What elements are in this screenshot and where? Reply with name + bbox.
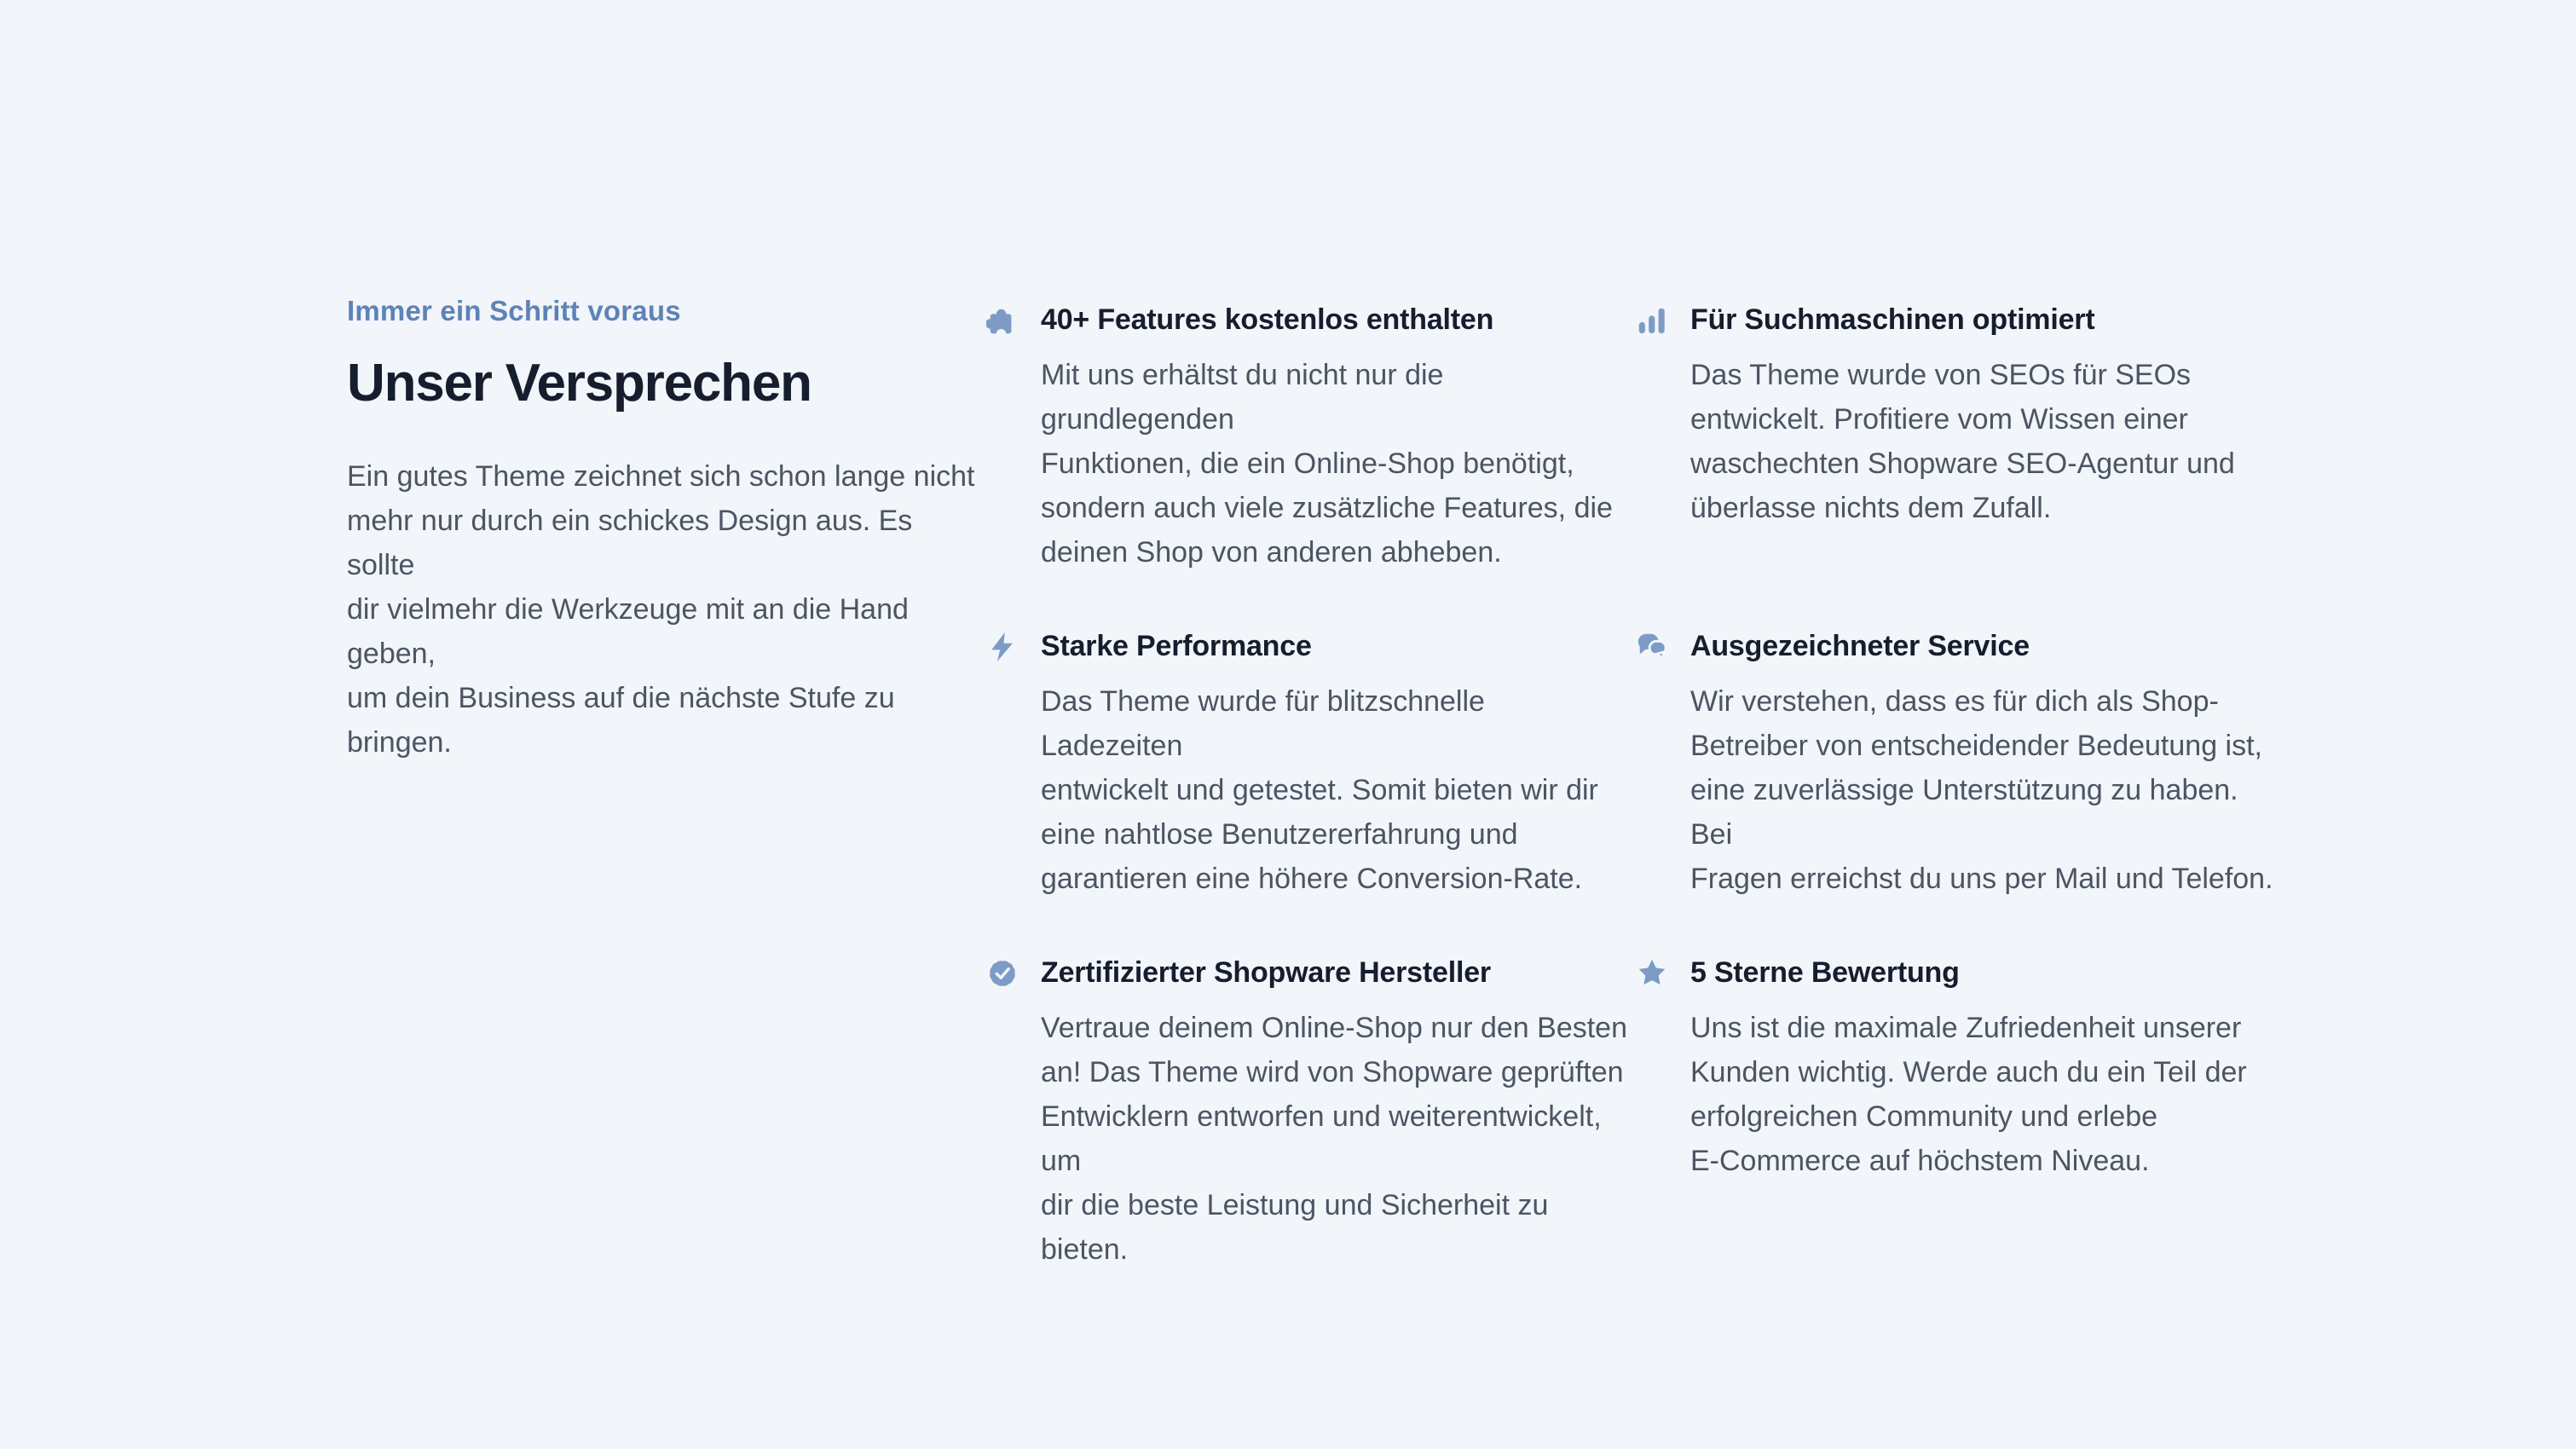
puzzle-icon (986, 304, 1019, 337)
section-eyebrow: Immer ein Schritt voraus (347, 295, 681, 326)
chat-bubbles-icon (1636, 631, 1668, 663)
section-description: Ein gutes Theme zeichnet sich schon lange nicht mehr nur durch ein schickes Design aus. Es sollte dir vielmehr die Werkzeuge mit an die Hand geben, um dein Business auf die nächste Stufe zu bringen. (347, 460, 975, 759)
feature-title: 5 Sterne Bewertung (1690, 956, 1960, 989)
feature-bar-chart (1636, 300, 2285, 626)
promise-section (347, 294, 2285, 1279)
feature-title: Für Suchmaschinen optimiert (1690, 303, 2095, 336)
section-intro (347, 294, 986, 1279)
feature-text: Mit uns erhältst du nicht nur die grundlegenden Funktionen, die ein Online-Shop benötigt, sondern auch viele zusätzliche Features, die deinen Shop von anderen abheben. (1041, 359, 1613, 569)
section-title: Unser Versprechen (347, 354, 811, 413)
star-icon (1636, 957, 1668, 990)
feature-chat-bubbles (1636, 626, 2285, 953)
feature-text: Wir verstehen, dass es für dich als Shop- Betreiber von entscheidender Bedeutung ist, eine zuverlässige Unterstützung zu haben. Bei Fragen erreichst du uns per Mail und Telefon. (1690, 685, 2273, 895)
feature-title: 40+ Features kostenlos enthalten (1041, 303, 1494, 336)
feature-text: Das Theme wurde für blitzschnelle Ladezeiten entwickelt und getestet. Somit bieten wir dir eine nahtlose Benutzererfahrung und garantieren eine höhere Conversion-Rate. (1041, 685, 1598, 895)
certified-badge-icon (986, 957, 1019, 990)
feature-text: Uns ist die maximale Zufriedenheit unserer Kunden wichtig. Werde auch du ein Teil der erfolgreichen Community und erlebe E-Commerce auf höchstem Niveau. (1690, 1012, 2247, 1177)
bar-chart-icon (1636, 304, 1668, 337)
feature-title: Zertifizierter Shopware Hersteller (1041, 956, 1491, 989)
feature-certified-badge (986, 953, 1636, 1279)
feature-title: Starke Performance (1041, 630, 1312, 662)
feature-star (1636, 953, 2285, 1279)
feature-title: Ausgezeichneter Service (1690, 630, 2030, 662)
feature-text: Vertraue deinem Online-Shop nur den Besten an! Das Theme wird von Shopware geprüften Entwicklern entworfen und weiterentwickelt, um dir die beste Leistung und Sicherheit zu bieten. (1041, 1012, 1628, 1266)
lightning-icon (986, 631, 1019, 663)
feature-text: Das Theme wurde von SEOs für SEOs entwickelt. Profitiere vom Wissen einer waschechten Shopware SEO-Agentur und überlasse nichts dem Zufall. (1690, 359, 2235, 524)
feature-puzzle (986, 300, 1636, 626)
feature-lightning (986, 626, 1636, 953)
features-grid (986, 300, 2285, 1279)
